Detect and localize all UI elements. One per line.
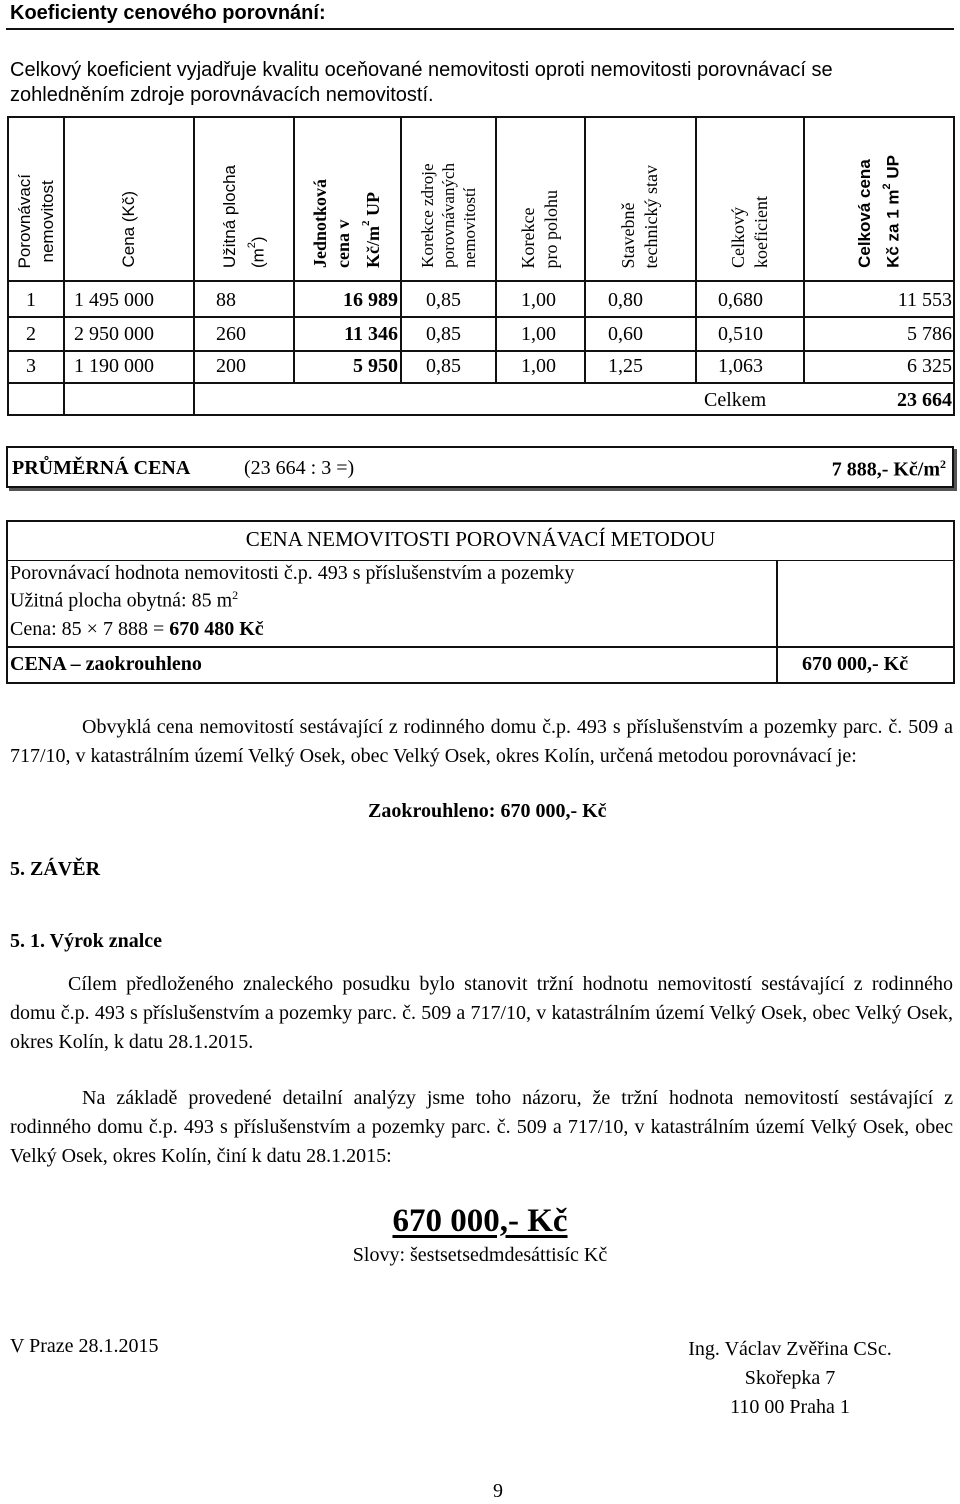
row-k-stav: 0,60 — [608, 323, 643, 345]
row-k-stav: 1,25 — [608, 355, 643, 377]
header-stavebne-stav: Stavebně technický stav — [618, 164, 661, 268]
row-number: 1 — [26, 289, 36, 311]
average-label: PRŮMĚRNÁ CENA — [12, 457, 191, 479]
row-total: 11 553 — [897, 289, 952, 311]
row-price: 2 950 000 — [74, 323, 154, 345]
place-date: V Praze 28.1.2015 — [10, 1335, 159, 1357]
rounded-label: CENA – zaokrouhleno — [10, 653, 202, 675]
valuation-bottom-line — [6, 682, 954, 684]
header-celkovy-koeficient: Celkový koeficient — [727, 196, 771, 268]
valuation-line3: Cena: 85 × 7 888 = 670 480 Kč — [10, 618, 264, 640]
rounded-value: 670 000,- Kč — [802, 653, 909, 675]
obvykla-paragraph: Obvyklá cena nemovitostí sestávající z rodinného domu č.p. 493 s příslušenstvím a pozemky parc. č. 509 a 717/10, v katastrálním území Velký Osek, obec Velký Osek, okres Kolín, určená metodou porovnávací je: — [10, 716, 953, 767]
valuation-right-line — [953, 520, 955, 684]
average-formula: (23 664 : 3 =) — [244, 457, 355, 479]
row-k-zdroj: 0,85 — [426, 323, 461, 345]
table-top-line — [7, 116, 955, 118]
total-value: 23 664 — [897, 389, 952, 411]
valuation-line1: Porovnávací hodnota nemovitosti č.p. 493 s příslušenstvím a pozemky — [10, 562, 575, 584]
valuation-title: CENA NEMOVITOSTI POROVNÁVACÍ METODOU — [245, 527, 716, 551]
header-celkova-cena: Celková cena Kč za 1 $m^2$ UP — [854, 155, 903, 268]
row-k-stav: 0,80 — [608, 289, 643, 311]
row-koeficient: 0,680 — [718, 289, 763, 311]
row-unit-price: 5 950 — [353, 355, 398, 377]
section-5-heading: 5. ZÁVĚR — [10, 858, 101, 880]
row-area: 88 — [216, 289, 236, 311]
paragraph-cilem: Cílem předloženého znaleckého posudku bylo stanovit tržní hodnotu nemovitostí sestávající z rodinného domu č.p. 493 s příslušenstvím a pozemky parc. č. 509 a 717/10, v katastrálním území Velký Osek, obec Velký Osek, okres Kolín, k datu 28.1.2015. — [10, 973, 953, 1053]
header-korekce-poloha: Korekce pro polohu — [518, 189, 561, 268]
value-in-words: Slovy: šestsetsedmdesáttisíc Kč — [352, 1244, 608, 1266]
valuation-title-line — [6, 560, 954, 561]
row-koeficient: 0,510 — [718, 323, 763, 345]
valuation-top-line — [6, 520, 954, 522]
total-label: Celkem — [704, 389, 767, 411]
paragraph-zaver: Na základě provedené detailní analýzy jsme toho názoru, že tržní hodnota nemovitostí sestávající z rodinného domu č.p. 493 s příslušenstvím a pozemky parc. č. 509 a 717/10, v katastrálním území Velký Osek, obec Velký Osek, okres Kolín, činí k datu 28.1.2015: — [10, 1087, 953, 1167]
page-heading: Koeficienty cenového porovnání: — [10, 2, 326, 24]
signature-block — [650, 1335, 930, 1422]
row-price: 1 495 000 — [74, 289, 154, 311]
row-total: 5 786 — [907, 323, 952, 345]
row-area: 200 — [216, 355, 246, 377]
zaokrouhleno: Zaokrouhleno: 670 000,- Kč — [368, 800, 607, 822]
signature-name: Ing. Václav Zvěřina CSc. — [688, 1338, 892, 1360]
heading-rule — [6, 28, 954, 30]
valuation-divider — [776, 560, 778, 684]
intro-paragraph: Celkový koeficient vyjadřuje kvalitu oceňované nemovitosti oproti nemovitosti porovnávací se zohledněním zdroje porovnávacích nemovitostí. — [10, 59, 833, 106]
row-area: 260 — [216, 323, 246, 345]
row-k-zdroj: 0,85 — [426, 289, 461, 311]
row-k-poloha: 1,00 — [521, 355, 556, 377]
row-price: 1 190 000 — [74, 355, 154, 377]
average-value: 7 888,- $Kč/m^2$ — [831, 457, 946, 481]
row-unit-price: 11 346 — [344, 323, 398, 345]
average-price-box — [6, 446, 954, 488]
valuation-rounded-line — [6, 646, 954, 648]
row-k-zdroj: 0,85 — [426, 355, 461, 377]
valuation-line2: Užitná plocha obytná: 85 $m^2$ — [10, 588, 239, 612]
header-jednotkova-cena: Jednotková cena v $Kč/m^2$ UP — [310, 178, 383, 268]
row-total: 6 325 — [907, 355, 952, 377]
row-unit-price: 16 989 — [343, 289, 398, 311]
row-number: 3 — [26, 355, 36, 377]
row-number: 2 — [26, 323, 36, 345]
header-korekce-zdroje: Korekce zdroje porovnávaných nemovitostí — [417, 163, 479, 268]
signature-city: 110 00 Praha 1 — [730, 1396, 850, 1418]
table-vline — [953, 116, 955, 416]
section-51-heading: 5. 1. Výrok znalce — [10, 930, 163, 952]
signature-street: Skořepka 7 — [744, 1367, 836, 1389]
row-koeficient: 1,063 — [718, 355, 763, 377]
row-k-poloha: 1,00 — [521, 289, 556, 311]
page-number: 9 — [493, 1480, 503, 1502]
table-header-line — [7, 280, 955, 282]
row-k-poloha: 1,00 — [521, 323, 556, 345]
final-value: 670 000,- Kč — [392, 1203, 568, 1239]
header-uzitna-plocha: Užitná plocha $(m^2)$ — [219, 164, 268, 268]
header-cena: Cena (Kč) — [119, 191, 138, 268]
header-porovnavaci: Porovnávací nemovitost — [14, 173, 57, 268]
